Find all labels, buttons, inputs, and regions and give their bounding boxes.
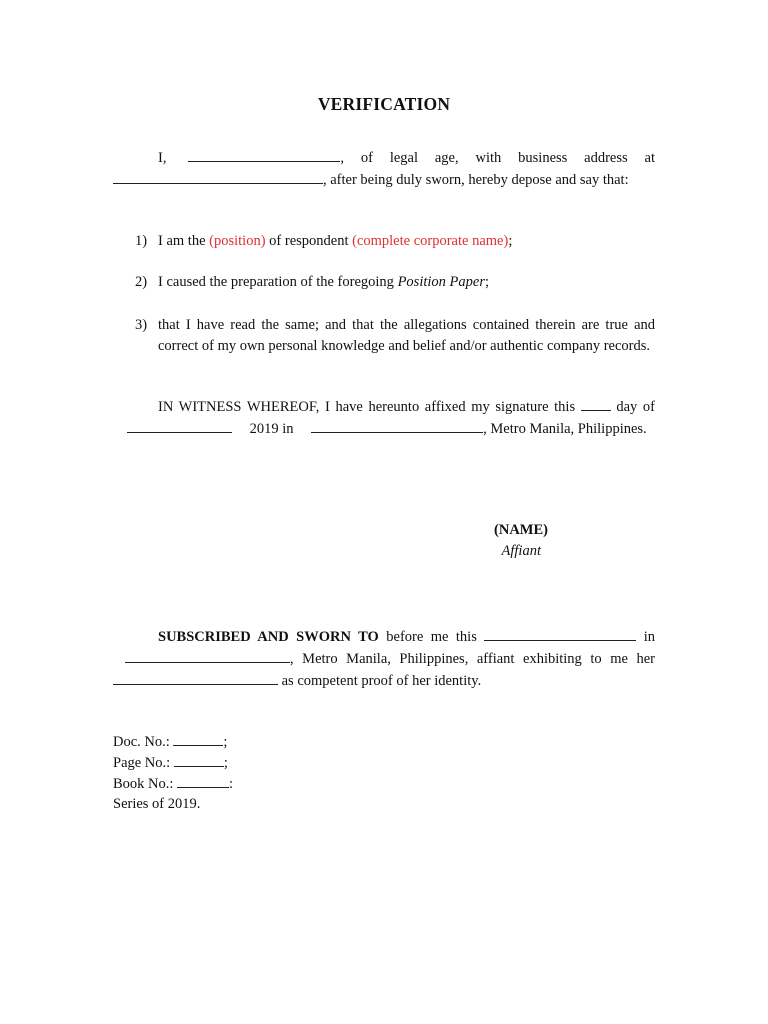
month-blank [127, 418, 232, 433]
witness-text-4: , Metro Manila, Philippines. [483, 421, 647, 437]
book-no-blank [177, 773, 229, 788]
list-item [113, 272, 655, 293]
doc-no-line [113, 731, 233, 752]
document-title: VERIFICATION [317, 94, 451, 114]
doc-no-end: ; [223, 734, 228, 750]
page-no-line [113, 752, 233, 773]
jurat-text-3: , Metro Manila, Philippines, affiant exhibiting to me her [290, 651, 655, 667]
list-number: 3) [135, 317, 148, 333]
intro-text-2: , of legal age, with business address at [340, 150, 655, 166]
item-text: ; [484, 274, 489, 290]
city-blank [311, 418, 483, 433]
name-blank [188, 147, 340, 162]
list-number: 1) [135, 233, 148, 249]
doc-no-label: Doc. No.: [113, 734, 170, 750]
item-text: of respondent [265, 233, 353, 249]
address-blank [113, 169, 323, 184]
page-no-label: Page No.: [113, 755, 171, 771]
page-no-blank [174, 752, 224, 767]
affiant-name: (NAME) [494, 522, 548, 538]
affiant-label: Affiant [501, 543, 541, 559]
witness-text-2: day of [616, 399, 655, 415]
place-blank [125, 648, 290, 663]
date-blank [484, 626, 636, 641]
item-text: I am the [158, 233, 210, 249]
book-no-line [113, 773, 233, 794]
page-no-end: ; [223, 755, 228, 771]
item-text: that I have read the same; and that the allegations contained therein are true and correct of my own personal knowledge and belief and/or authentic company records. [158, 317, 655, 354]
witness-paragraph [113, 396, 655, 440]
day-blank [581, 396, 611, 411]
intro-text-3: , after being duly sworn, hereby depose and say that: [323, 172, 629, 188]
doc-no-blank [173, 731, 223, 746]
book-no-label: Book No.: [113, 776, 174, 792]
item-text: I caused the preparation of the foregoing [158, 274, 398, 290]
jurat-text-1: before me this [378, 629, 477, 645]
jurat-paragraph [113, 626, 655, 692]
jurat-text-2: in [643, 629, 656, 645]
position-placeholder: (position) [209, 233, 266, 249]
position-paper-text: Position Paper [397, 274, 485, 290]
witness-text-1: IN WITNESS WHEREOF, I have hereunto affixed my signature this [158, 399, 576, 415]
id-blank [113, 670, 278, 685]
corporate-name-placeholder: (complete corporate name) [352, 233, 509, 249]
item-text: ; [508, 233, 513, 249]
list-item [113, 315, 655, 357]
jurat-text-4: as competent proof of her identity. [281, 673, 482, 689]
series-line: Series of 2019. [113, 796, 201, 812]
intro-paragraph [113, 147, 655, 191]
jurat-heading: SUBSCRIBED AND SWORN TO [158, 629, 379, 645]
intro-text-1: I, [158, 150, 167, 166]
book-no-end: : [229, 776, 234, 792]
witness-text-3: 2019 in [249, 421, 294, 437]
list-item [113, 231, 655, 252]
signature-block [113, 520, 655, 562]
list-number: 2) [135, 274, 148, 290]
notary-register [113, 731, 233, 815]
